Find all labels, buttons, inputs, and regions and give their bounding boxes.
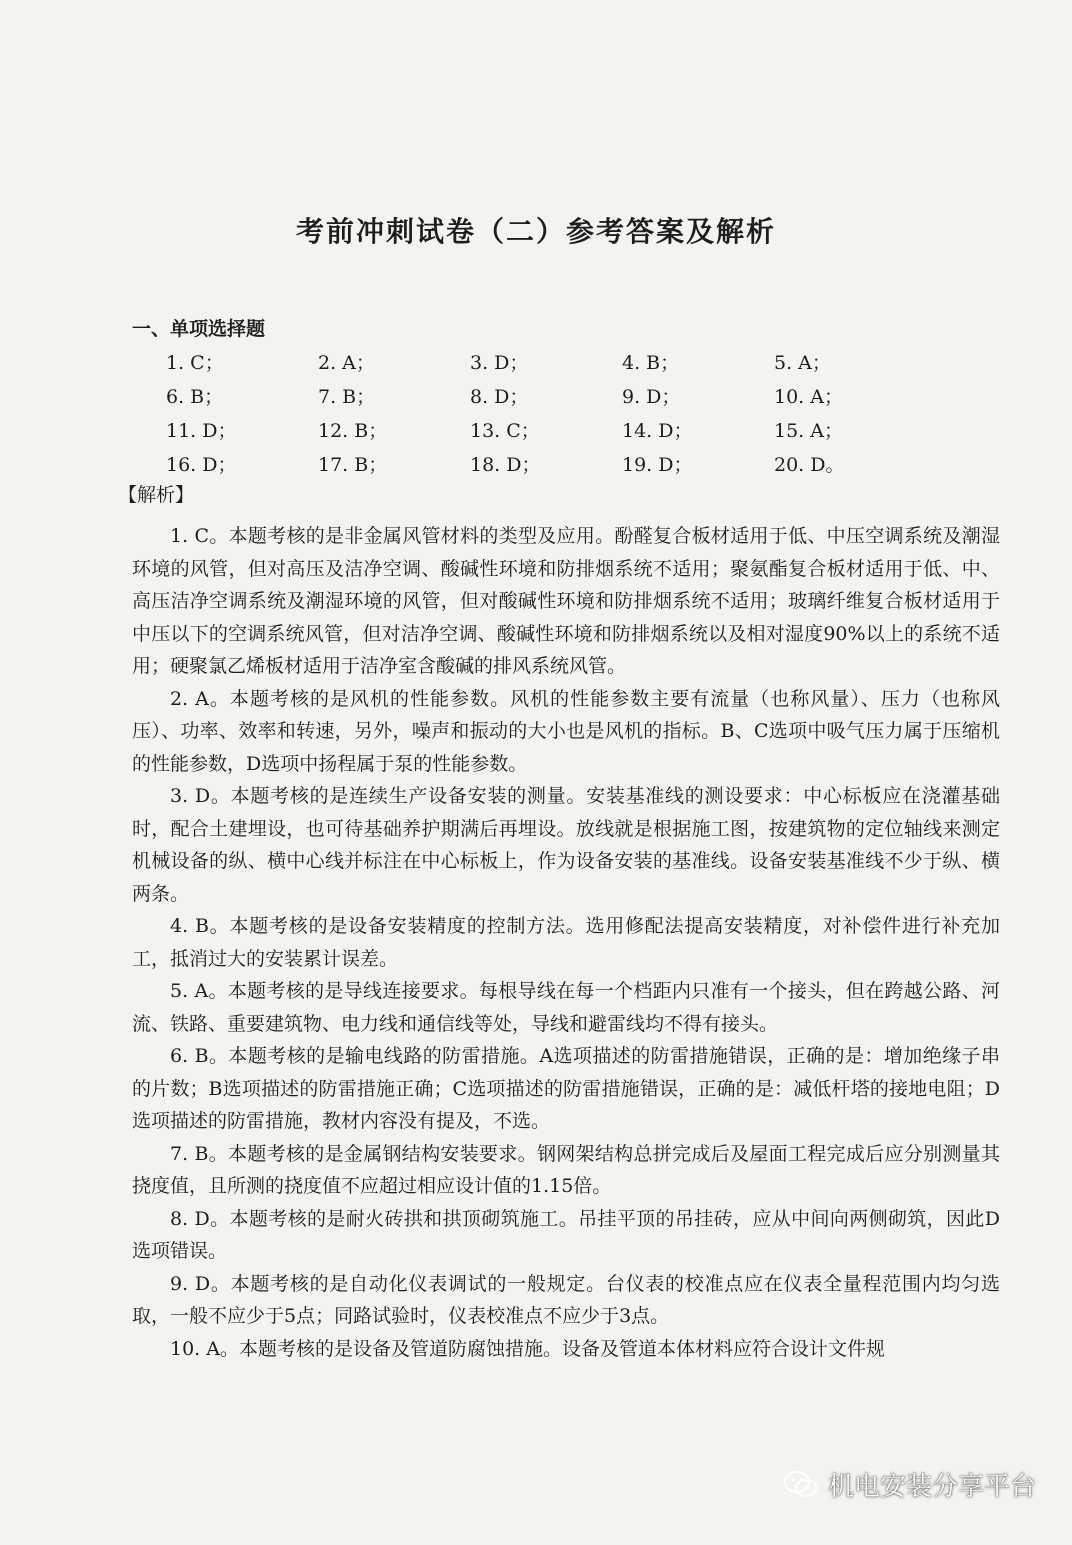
analysis-paragraph: 6. B。本题考核的是输电线路的防雷措施。A选项描述的防雷措施错误，正确的是：增加绝缘子串的片数；B选项描述的防雷措施正确；C选项描述的防雷措施错误，正确的是：减低杆塔的接地电阻；D选项描述的防雷措施，教材内容没有提及，不选。 bbox=[132, 1045, 1000, 1132]
answer-item: 4. B； bbox=[622, 352, 680, 374]
answer-item: 6. B； bbox=[166, 386, 224, 408]
answer-item: 12. B； bbox=[318, 420, 388, 442]
answer-item: 2. A； bbox=[318, 352, 375, 374]
page-title: 考前冲刺试卷（二）参考答案及解析 bbox=[295, 215, 776, 248]
answer-item: 1. C； bbox=[166, 352, 224, 374]
analysis-paragraph: 2. A。本题考核的是风机的性能参数。风机的性能参数主要有流量（也称风量）、压力（也称风压）、功率、效率和转速，另外，噪声和振动的大小也是风机的指标。B、C选项中吸气压力属于压缩机的性能参数，D选项中扬程属于泵的性能参数。 bbox=[132, 687, 1000, 775]
answer-item: 18. D； bbox=[470, 454, 541, 476]
answer-item: 17. B； bbox=[318, 454, 388, 476]
analysis-paragraph: 4. B。本题考核的是设备安装精度的控制方法。选用修配法提高安装精度，对补偿件进行补充加工，抵消过大的安装累计误差。 bbox=[132, 915, 1000, 970]
answer-item: 20. D。 bbox=[774, 454, 845, 476]
analysis-paragraph: 7. B。本题考核的是金属钢结构安装要求。钢网架结构总拼完成后及屋面工程完成后应分别测量其挠度值，且所测的挠度值不应超过相应设计值的1.15倍。 bbox=[132, 1142, 1000, 1197]
answer-grid bbox=[166, 346, 926, 482]
section-heading: 一、单项选择题 bbox=[132, 318, 266, 340]
analysis-paragraph: 5. A。本题考核的是导线连接要求。每根导线在每一个档距内只准有一个接头，但在跨越公路、河流、铁路、重要建筑物、电力线和通信线等处，导线和避雷线均不得有接头。 bbox=[132, 980, 1000, 1035]
answer-item: 5. A； bbox=[774, 352, 831, 374]
analysis-paragraph: 1. C。本题考核的是非金属风管材料的类型及应用。酚醛复合板材适用于低、中压空调系统及潮湿环境的风管，但对高压及洁净空调、酸碱性环境和防排烟系统不适用；聚氨酯复合板材适用于低、中、高压洁净空调系统及潮湿环境的风管，但对酸碱性环境和防排烟系统不适用；玻璃纤维复合板材适用于中压以下的空调系统风管，但对洁净空调、酸碱性环境和防排烟系统以及相对湿度90%以上的系统不适用；硬聚氯乙烯板材适用于洁净室含酸碱的排风系统风管。 bbox=[132, 525, 1000, 677]
answer-item: 14. D； bbox=[622, 420, 693, 442]
answer-item: 8. D； bbox=[470, 386, 529, 408]
answer-item: 9. D； bbox=[622, 386, 681, 408]
analysis-paragraph: 3. D。本题考核的是连续生产设备安装的测量。安装基准线的测设要求：中心标板应在浇灌基础时，配合土建埋设，也可待基础养护期满后再埋设。放线就是根据施工图，按建筑物的定位轴线来测定机械设备的纵、横中心线并标注在中心标板上，作为设备安装的基准线。设备安装基准线不少于纵、横两条。 bbox=[132, 785, 1000, 905]
answer-item: 10. A； bbox=[774, 386, 843, 408]
answer-item: 16. D； bbox=[166, 454, 237, 476]
watermark bbox=[782, 1466, 1036, 1503]
wechat-icon bbox=[782, 1468, 820, 1502]
answer-item: 19. D； bbox=[622, 454, 693, 476]
analysis-label: 【解析】 bbox=[118, 484, 195, 506]
answer-item: 3. D； bbox=[470, 352, 529, 374]
answer-item: 7. B； bbox=[318, 386, 376, 408]
analysis-paragraph: 9. D。本题考核的是自动化仪表调试的一般规定。台仪表的校准点应在仪表全量程范围内均匀选取，一般不应少于5点；同路试验时，仪表校准点不应少于3点。 bbox=[132, 1272, 1000, 1327]
analysis-paragraph: 10. A。本题考核的是设备及管道防腐蚀措施。设备及管道本体材料应符合设计文件规 bbox=[170, 1337, 885, 1360]
watermark-text: 机电安装分享平台 bbox=[827, 1472, 1036, 1502]
answer-item: 11. D； bbox=[166, 420, 237, 442]
answer-item: 13. C； bbox=[470, 420, 540, 442]
analysis-body bbox=[132, 520, 1000, 1365]
answer-item: 15. A； bbox=[774, 420, 843, 442]
analysis-paragraph: 8. D。本题考核的是耐火砖拱和拱顶砌筑施工。吊挂平顶的吊挂砖，应从中间向两侧砌筑，因此D选项错误。 bbox=[132, 1207, 1000, 1262]
